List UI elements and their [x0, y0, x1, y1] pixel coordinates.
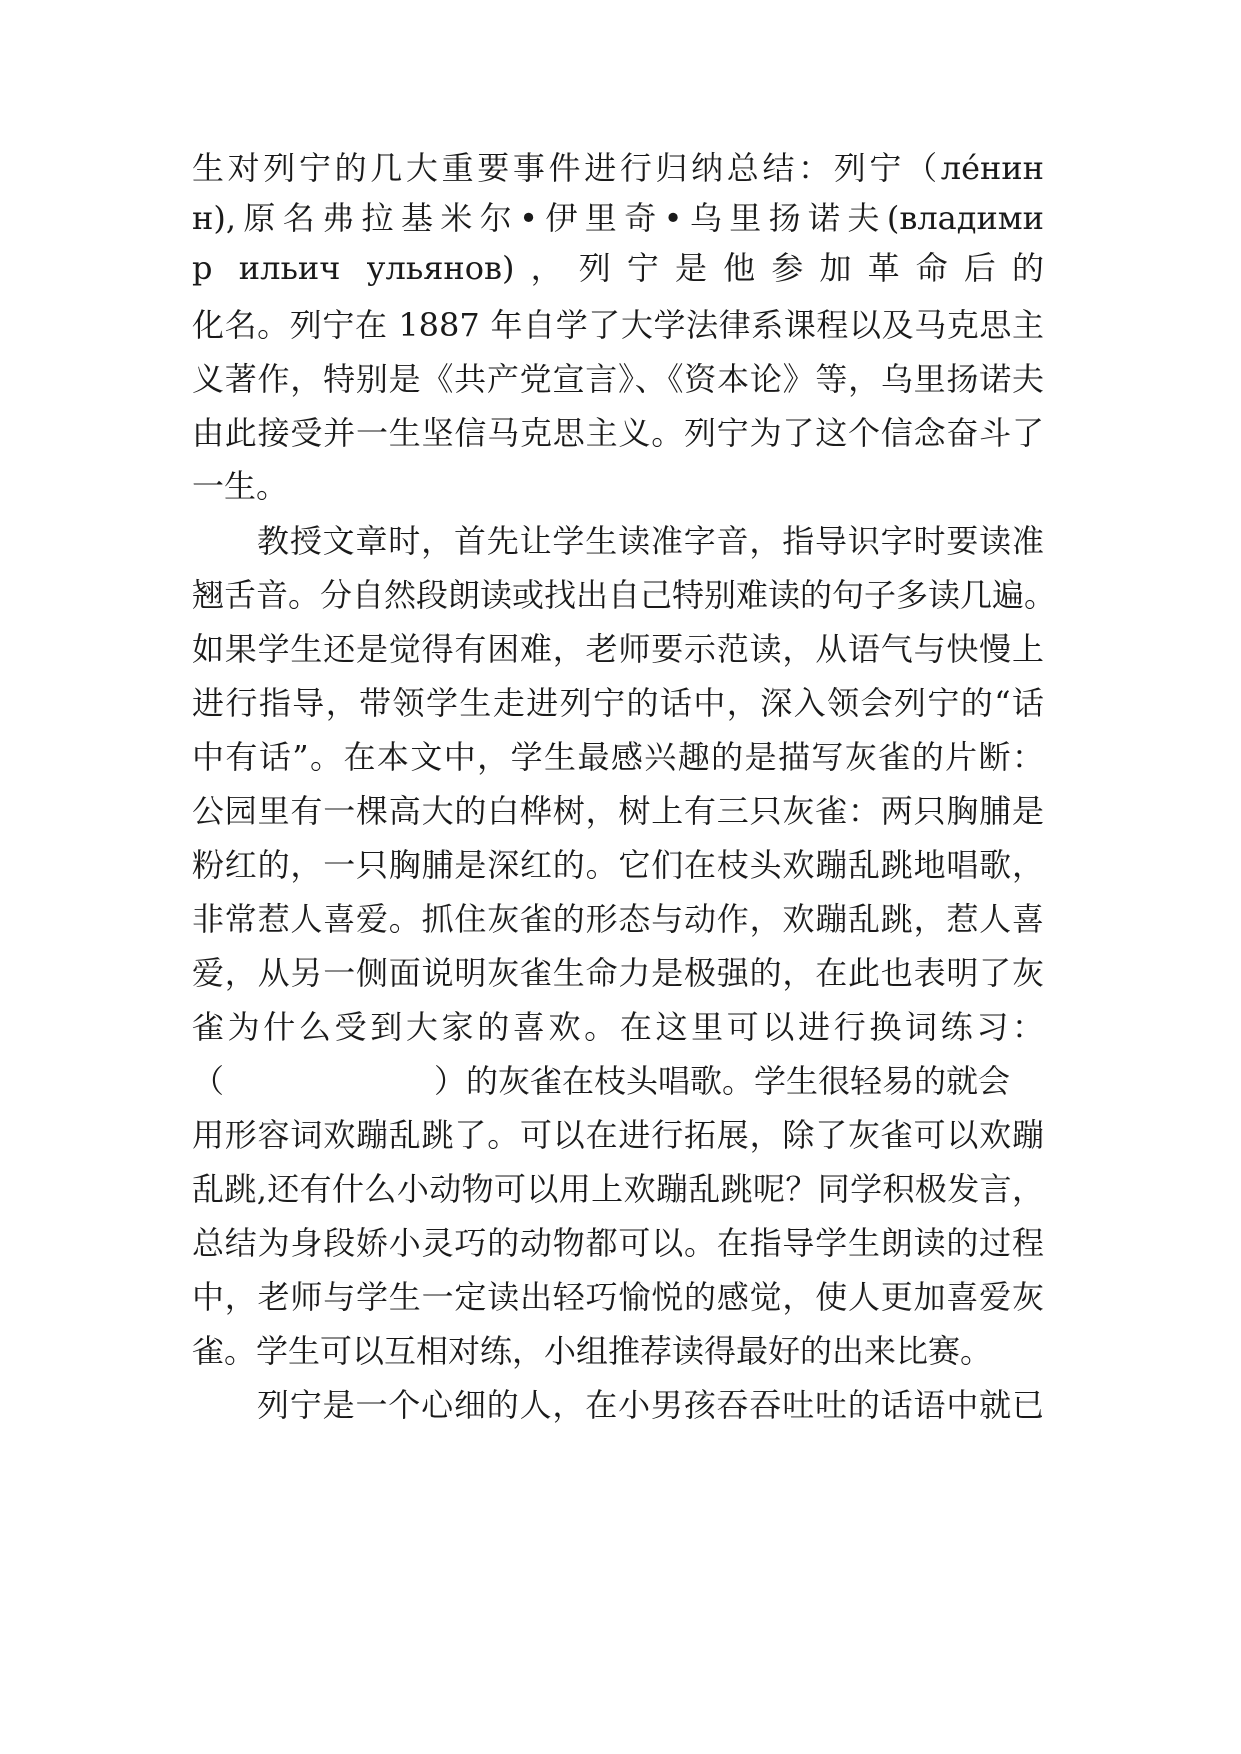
blank-line-rest: ）的灰雀在枝头唱歌。学生很轻易的就会 [434, 1062, 1011, 1100]
text-line: 一生。 [192, 467, 289, 505]
text-line: 翘舌音。分自然段朗读或找出自己特别难读的句子多读几遍。 [192, 576, 1057, 614]
text-line: 如果学生还是觉得有困难，老师要示范读，从语气与快慢上 [192, 630, 1044, 668]
open-paren: （ [192, 1062, 225, 1100]
text-line: 雀。学生可以互相对练，小组推荐读得最好的出来比赛。 [192, 1332, 993, 1370]
text-line: 粉红的，一只胸脯是深红的。它们在枝头欢蹦乱跳地唱歌， [192, 846, 1044, 884]
text-line: 由此接受并一生坚信马克思主义。列宁为了这个信念奋斗了 [192, 414, 1044, 452]
text-line: 化名。列宁在 1887 年自学了大学法律系课程以及马克思主 [192, 306, 1044, 344]
paragraph-first-line: 列宁是一个心细的人，在小男孩吞吞吐吐的话语中就已 [257, 1386, 1044, 1424]
text-line: 雀为什么受到大家的喜欢。在这里可以进行换词练习： [192, 1008, 1044, 1046]
text-line: 非常惹人喜爱。抓住灰雀的形态与动作，欢蹦乱跳，惹人喜 [192, 900, 1044, 938]
text-line: 公园里有一棵高大的白桦树，树上有三只灰雀：两只胸脯是 [192, 792, 1044, 830]
text-line: 进行指导，带领学生走进列宁的话中，深入领会列宁的“话 [192, 684, 1044, 722]
text-line: 义著作，特别是《共产党宣言》、《资本论》等，乌里扬诺夫 [192, 360, 1044, 398]
paragraph-first-line: 教授文章时，首先让学生读准字音，指导识字时要读准 [257, 522, 1044, 560]
text-line: 爱，从另一侧面说明灰雀生命力是极强的，在此也表明了灰 [192, 954, 1044, 992]
text-line: 用形容词欢蹦乱跳了。可以在进行拓展，除了灰雀可以欢蹦 [192, 1116, 1044, 1154]
text-line: 中有话”。在本文中，学生最感兴趣的是描写灰雀的片断： [192, 738, 1044, 776]
text-line: 总结为身段娇小灵巧的动物都可以。在指导学生朗读的过程 [192, 1224, 1044, 1262]
text-line: 中，老师与学生一定读出轻巧愉悦的感觉，使人更加喜爱灰 [192, 1278, 1044, 1316]
text-line: н),原名弗拉基米尔•伊里奇•乌里扬诺夫(владими [192, 199, 1044, 237]
text-line: р ильич ульянов)，列宁是他参加革命后的 [192, 249, 1044, 287]
fill-in-blank-line [192, 1056, 1044, 1106]
text-line: 乱跳,还有什么小动物可以用上欢蹦乱跳呢？同学积极发言， [192, 1170, 1044, 1208]
text-line: 生对列宁的几大重要事件进行归纳总结：列宁（лéнин [192, 149, 1044, 187]
